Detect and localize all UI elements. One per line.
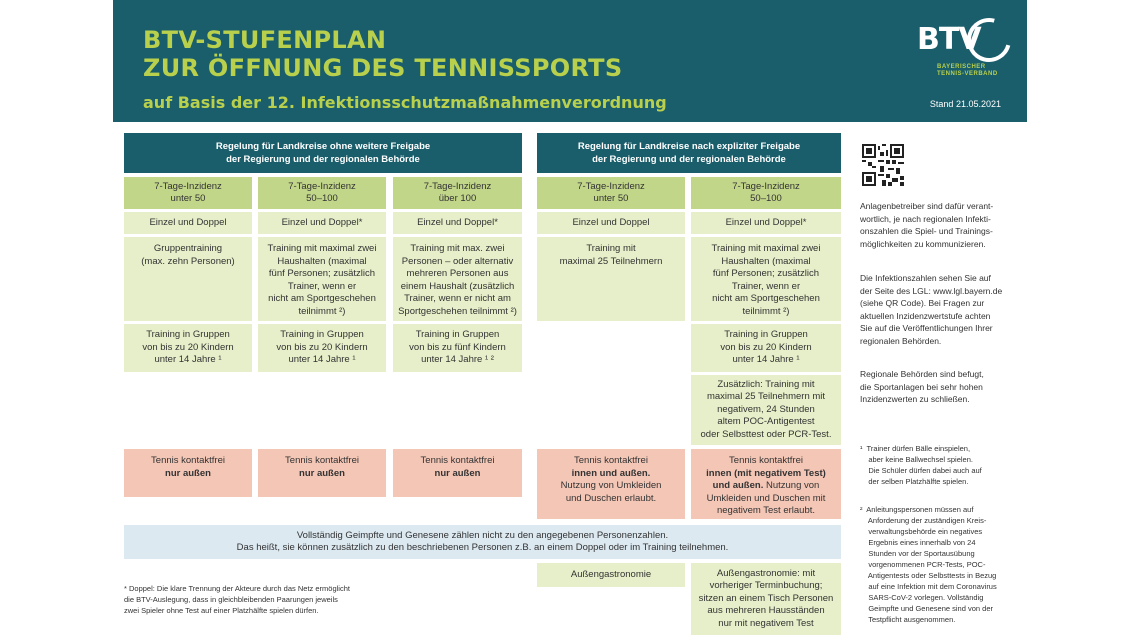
kontakt-l2: Tennis kontaktfrei nur außen — [258, 449, 386, 497]
inz-header-l3: 7-Tage-Inzidenz über 100 — [393, 177, 522, 209]
logo-subtext — [937, 64, 998, 78]
right-title-2: der Regierung und der regionalen Behörde — [592, 154, 786, 165]
inz-header-r2: 7-Tage-Inzidenz 50–100 — [691, 177, 841, 209]
logo-sub-2: TENNIS-VERBAND — [937, 71, 998, 77]
gruppen-l1: Training in Gruppen von bis zu 20 Kindern unter 14 Jahre ¹ — [124, 324, 252, 372]
left-block-title — [124, 133, 522, 173]
gruppen-l3: Training in Gruppen von bis zu fünf Kindern unter 14 Jahre ¹ ² — [393, 324, 522, 372]
gastro-r1: Außengastronomie — [537, 563, 685, 587]
zusatz-r2: Zusätzlich: Training mit maximal 25 Teilnehmern mit negativem, 24 Stunden altem POC-Antigentest oder Selbsttest oder PCR-Test. — [691, 375, 841, 445]
title-line-2: ZUR ÖFFNUNG DES TENNISSPORTS — [143, 54, 623, 82]
inz-header-l2: 7-Tage-Inzidenz 50–100 — [258, 177, 386, 209]
kontakt-r1: Tennis kontaktfrei innen und außen. Nutzung von Umkleiden und Duschen erlaubt. — [537, 449, 685, 519]
footnote-doppel: * Doppel: Die klare Trennung der Akteure durch das Netz ermöglicht die BTV-Auslegung, dass in gleichbleibenden Paarungen jeweils zwei Spieler ohne Test auf einer Platzhälfte spielen dürfen. — [124, 584, 350, 615]
sidebar-p3: Regionale Behörden sind befugt, die Sportanlagen bei sehr hohen Inzidenzwerten zu schließen. — [860, 369, 984, 404]
geimpfte-note: Vollständig Geimpfte und Genesene zählen nicht zu den angegebenen Personenzahlen. Das heißt, sie können zusätzlich zu den beschriebenen Personen z.B. an einem Doppel oder im Training teilnehmen. — [124, 525, 841, 559]
title-line-1: BTV-STUFENPLAN — [143, 26, 387, 54]
sidebar-footnote-1: ¹ Trainer dürfen Bälle einspielen, aber keine Ballwechsel spielen. Die Schüler dürfen dabei auch auf der selben Platzhälfte spielen. — [860, 444, 982, 486]
inz-header-l1: 7-Tage-Inzidenz unter 50 — [124, 177, 252, 209]
left-title-2: der Regierung und der regionalen Behörde — [226, 154, 420, 165]
right-block-title — [537, 133, 841, 173]
logo-text: BTV — [917, 22, 981, 57]
einzel-l3: Einzel und Doppel* — [393, 212, 522, 234]
gruppen-r2: Training in Gruppen von bis zu 20 Kindern unter 14 Jahre ¹ — [691, 324, 841, 372]
kontakt-l1: Tennis kontaktfrei nur außen — [124, 449, 252, 497]
einzel-r1: Einzel und Doppel — [537, 212, 685, 234]
training-r1: Training mit maximal 25 Teilnehmern — [537, 237, 685, 321]
qr-code-icon — [862, 144, 904, 186]
sidebar-footnote-2: ² Anleitungspersonen müssen auf Anforderung der zuständigen Kreis- verwaltungsbehörde ein negatives Ergebnis eines innerhalb von 24 Stunden vor der Sportausübung vorgenommenen PCR-Tests, POC- Antigentests oder Selbsttests in Bezug auf eine Infektion mit dem Coronavirus SARS-CoV-2 vorlegen. Vollständig Geimpfte und Genesene sind von der Testpflicht ausgenommen. — [860, 505, 997, 624]
kontakt-r2: Tennis kontaktfrei innen (mit negativem Test) und außen. Nutzung von Umkleiden und Duschen mit negativem Test erlaubt. — [691, 449, 841, 519]
left-title-1: Regelung für Landkreise ohne weitere Freigabe — [215, 141, 431, 152]
stand-date: Stand 21.05.2021 — [929, 99, 1001, 109]
gastro-r2: Außengastronomie: mit vorheriger Terminbuchung; sitzen an einem Tisch Personen aus mehreren Hausständen nur mit negativem Test — [691, 563, 841, 635]
logo-ring — [959, 10, 1019, 70]
einzel-l2: Einzel und Doppel* — [258, 212, 386, 234]
btv-logo-icon — [917, 12, 1013, 84]
subtitle: auf Basis der 12. Infektionsschutzmaßnahmenverordnung — [143, 93, 667, 112]
right-title-1: Regelung für Landkreise nach expliziter Freigabe — [577, 141, 801, 152]
training-r2: Training mit maximal zwei Haushalten (maximal fünf Personen; zusätzlich Trainer, wenn er nicht am Sportgeschehen teilnimmt ²) — [691, 237, 841, 321]
sidebar-p1: Anlagenbetreiber sind dafür verant- wortlich, je nach regionalen Infekti- onszahlen die Spiel- und Trainings- möglichkeiten zu kommunizieren. — [860, 201, 994, 249]
logo-sub-1: BAYERISCHER — [937, 64, 986, 70]
training-l3: Training mit max. zwei Personen – oder alternativ mehreren Personen aus einem Haushalt (zusätzlich Trainer, wenn er nicht am Sportgeschehen teilnimmt ²) — [393, 237, 522, 321]
training-l2: Training mit maximal zwei Haushalten (maximal fünf Personen; zusätzlich Trainer, wenn er nicht am Sportgeschehen teilnimmt ²) — [258, 237, 386, 321]
header-banner — [113, 0, 1027, 122]
inz-header-r1: 7-Tage-Inzidenz unter 50 — [537, 177, 685, 209]
gruppen-l2: Training in Gruppen von bis zu 20 Kindern unter 14 Jahre ¹ — [258, 324, 386, 372]
training-l1: Gruppentraining (max. zehn Personen) — [124, 237, 252, 321]
einzel-r2: Einzel und Doppel* — [691, 212, 841, 234]
sidebar-p2: Die Infektionszahlen sehen Sie auf der Seite des LGL: www.lgl.bayern.de (siehe QR Code). Bei Fragen zur aktuellen Inzidenzwertstufe achten Sie auf die Veröffentlichungen Ihrer regionalen Behörden. — [860, 273, 1003, 346]
kontakt-l3: Tennis kontaktfrei nur außen — [393, 449, 522, 497]
einzel-l1: Einzel und Doppel — [124, 212, 252, 234]
title — [143, 26, 622, 82]
